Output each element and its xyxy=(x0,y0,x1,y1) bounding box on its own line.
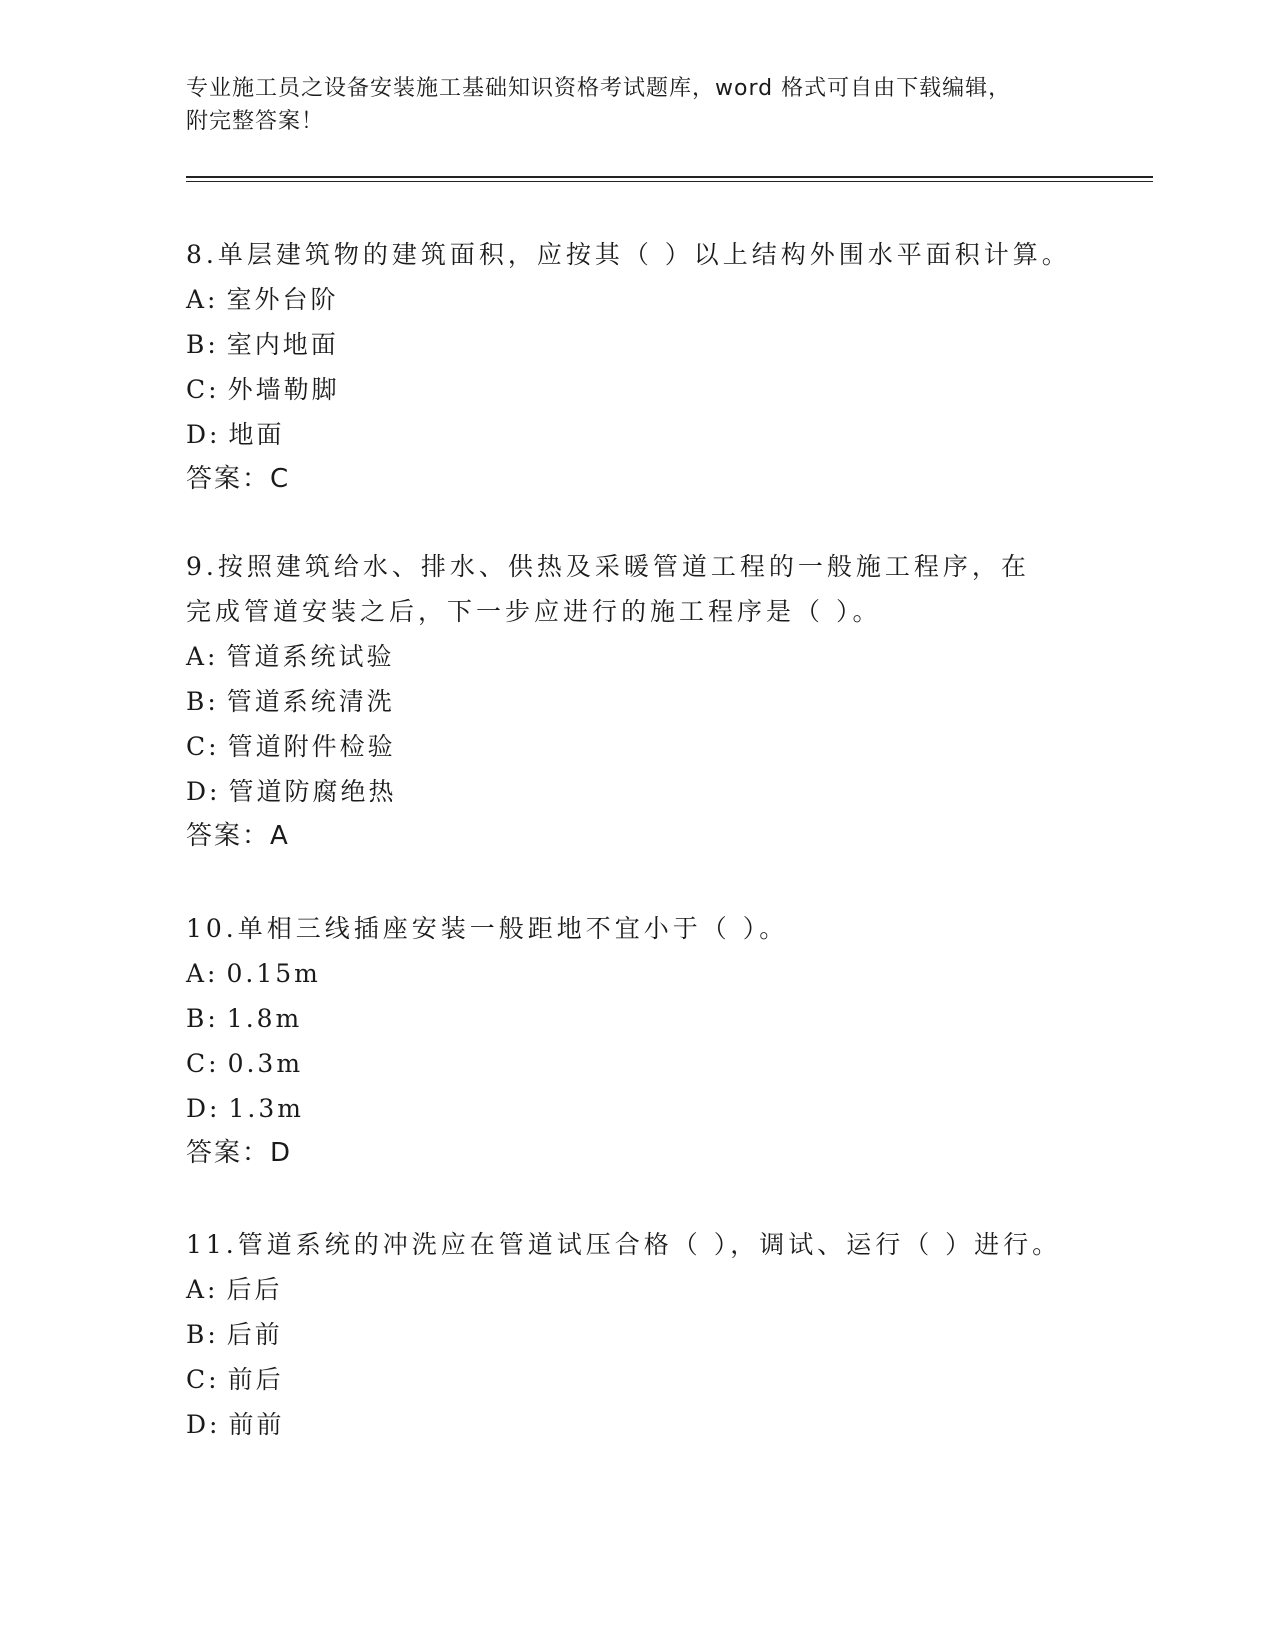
option-d xyxy=(186,1086,1086,1131)
option-text: 0.3m xyxy=(227,1049,304,1078)
header-divider-thick xyxy=(186,176,1153,178)
option-b xyxy=(186,322,1086,367)
option-c xyxy=(186,724,1056,769)
option-letter: C: xyxy=(186,1365,220,1394)
option-a xyxy=(186,634,1056,679)
option-letter: A: xyxy=(186,642,219,671)
option-letter: C: xyxy=(186,732,220,761)
option-a xyxy=(186,1267,1086,1312)
question-11 xyxy=(186,1222,1086,1447)
option-b xyxy=(186,996,1086,1041)
question-9 xyxy=(186,544,1056,859)
option-text: 后后 xyxy=(226,1275,283,1304)
option-a xyxy=(186,951,1086,996)
option-letter: D: xyxy=(186,420,221,449)
answer: 答案：A xyxy=(186,821,290,851)
question-stem: 8.单层建筑物的建筑面积，应按其（ ）以上结构外围水平面积计算。 xyxy=(186,240,1071,269)
option-letter: D: xyxy=(186,777,221,806)
option-d xyxy=(186,769,1056,814)
option-text: 前后 xyxy=(227,1365,284,1394)
option-text: 后前 xyxy=(226,1320,283,1349)
question-8 xyxy=(186,232,1086,502)
option-text: 前前 xyxy=(228,1410,285,1439)
option-letter: D: xyxy=(186,1094,221,1123)
option-text: 0.15m xyxy=(226,959,321,988)
option-d xyxy=(186,1402,1086,1447)
option-b xyxy=(186,679,1056,724)
answer: 答案：C xyxy=(186,464,291,494)
option-letter: C: xyxy=(186,1049,220,1078)
answer: 答案：D xyxy=(186,1138,293,1168)
option-letter: A: xyxy=(186,1275,219,1304)
option-text: 外墙勒脚 xyxy=(227,375,340,404)
option-letter: B: xyxy=(186,1004,219,1033)
option-letter: B: xyxy=(186,687,219,716)
option-letter: B: xyxy=(186,330,219,359)
option-text: 管道防腐绝热 xyxy=(228,777,397,806)
option-text: 管道系统试验 xyxy=(226,642,395,671)
question-stem: 10.单相三线插座安装一般距地不宜小于（ ）。 xyxy=(186,914,789,943)
option-c xyxy=(186,1041,1086,1086)
option-b xyxy=(186,1312,1086,1357)
option-c xyxy=(186,1357,1086,1402)
question-stem: 11.管道系统的冲洗应在管道试压合格（ ），调试、运行（ ）进行。 xyxy=(186,1230,1062,1259)
header-line-1: 专业施工员之设备安装施工基础知识资格考试题库，word 格式可自由下载编辑， xyxy=(186,76,1012,101)
option-text: 室内地面 xyxy=(226,330,339,359)
option-letter: A: xyxy=(186,285,219,314)
header-divider-thin xyxy=(186,181,1153,182)
header-line-2: 附完整答案！ xyxy=(186,109,325,134)
option-text: 1.8m xyxy=(226,1004,303,1033)
option-text: 室外台阶 xyxy=(226,285,339,314)
option-a xyxy=(186,277,1086,322)
option-letter: B: xyxy=(186,1320,219,1349)
question-10 xyxy=(186,906,1086,1176)
option-text: 地面 xyxy=(228,420,285,449)
option-letter: A: xyxy=(186,959,219,988)
option-d xyxy=(186,412,1086,457)
question-stem: 9.按照建筑给水、排水、供热及采暖管道工程的一般施工程序，在完成管道安装之后，下一步应进行的施工程序是（ ）。 xyxy=(186,552,1030,626)
option-text: 管道系统清洗 xyxy=(226,687,395,716)
document-header xyxy=(186,72,1056,138)
option-letter: D: xyxy=(186,1410,221,1439)
option-letter: C: xyxy=(186,375,220,404)
option-c xyxy=(186,367,1086,412)
option-text: 管道附件检验 xyxy=(227,732,396,761)
option-text: 1.3m xyxy=(228,1094,304,1123)
